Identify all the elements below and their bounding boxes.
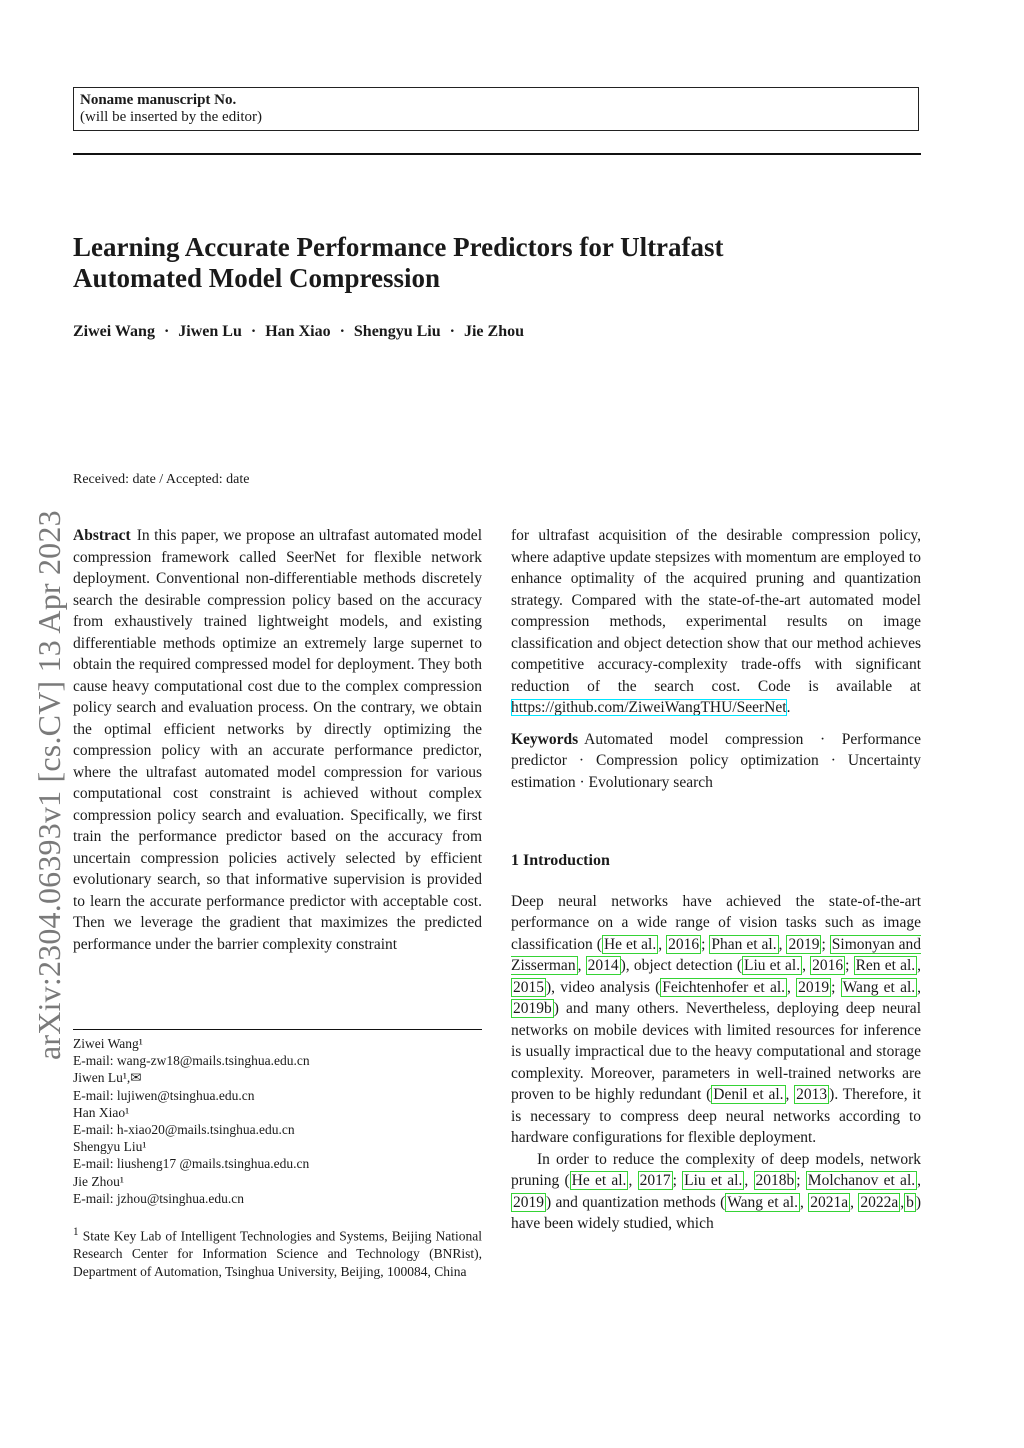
footnote-line: Han Xiao¹ [73,1104,130,1120]
citation-link[interactable]: Wang et al. [727,1193,798,1211]
citation-year-link[interactable]: 2016 [668,935,700,953]
footnote-line: Jiwen Lu¹,✉ [73,1070,142,1086]
citation-link[interactable]: Molchanov et al. [807,1172,916,1189]
keywords-text: Automated model compression · Performance predictor · Compression policy optimization · Uncertainty estimation · Evolutionary search [511,730,921,791]
abstract-text-continued: for ultrafast acquisition of the desirable compression policy, where adaptive update stepsizes with momentum are employed to enhance optimality of the acquired pruning and quantization strategy. Compared with the state-of-the-art automated model compression methods, experimental results on image classification and object detection show that our method achieves competitive accuracy-complexity trade-offs with significant reduction of the search cost. Code is available at [511,527,921,695]
citation-link[interactable]: He et al. [571,1172,627,1189]
citation-year-link[interactable]: 2022a [860,1193,899,1211]
citation-link[interactable]: Feichtenhofer et al. [662,978,786,996]
author-separator: · [163,323,170,340]
intro-text: ), video analysis ( [546,978,661,996]
keywords-label: Keywords [511,730,579,748]
editor-note: (will be inserted by the editor) [80,109,263,125]
citation-year-link[interactable]: 2014 [587,957,619,974]
citation-year-link[interactable]: 2017 [639,1172,671,1189]
intro-paragraph-2: In order to reduce the complexity of deep models, network pruning ( He et al. , 2017 ; Liu et al. , 2018b ; Molchanov et al. , 2019 ) and quantization methods ( Wang et al. , 2021a , 2022a , b ) have been widely studied, which [511,1150,922,1232]
title-line-2: Automated Model Compression [73,263,440,293]
footnote-line: E-mail: wang-zw18@mails.tsinghua.edu.cn [73,1053,310,1069]
abstract-continuation [511,525,921,719]
citation-separator: ; [845,957,854,974]
author-footnote [73,1035,482,1207]
affiliation-note [73,1224,482,1280]
section-title: Introduction [523,852,610,869]
citation-link[interactable]: Ren et al. [855,957,916,974]
citation-separator: ; [796,1172,806,1189]
author-separator: · [449,323,455,340]
citation-separator: ; [672,1172,683,1189]
intro-text: ), object detection ( [620,957,742,974]
citation-link[interactable]: Simonyan and Zisserman [511,935,921,974]
citation-link[interactable]: Liu et al. [743,957,801,974]
citation-year-link[interactable]: 2019b [513,1000,552,1017]
manuscript-label: Noname manuscript No. [80,92,237,108]
section-heading [511,850,921,872]
affiliation-text: State Key Lab of Intelligent Technologies and Systems, Beijing National Research Center for Information Science and Technology (BNRist), Department of Automation, Tsinghua University, Beijing, 100084, China [73,1228,483,1279]
citation-year-link[interactable]: 2019 [798,978,830,996]
abstract-label: Abstract [73,527,131,544]
footnote-line: E-mail: h-xiao20@mails.tsinghua.edu.cn [73,1122,295,1138]
author-name: Jie Zhou [463,323,524,340]
intro-paragraph-1: Deep neural networks have achieved the state-of-the-art performance on a wide range of vision tasks such as image classification ( He et al. , 2016 ; Phan et al. , 2019 ; Simonyan and Zisserman , 2014 ), object detection ( Liu et al. , 2016 ; Ren et al. , 2015 ), video analysis ( Feichtenhofer et al. , 2019 ; Wang et al. , 2019b ) and many others. Nevertheless, deploying deep neural networks on mobile devices with limited resources for inference is usually impractical due to the heavy computational and storage complexity. Moreover, parameters in well-trained networks are proven to be highly redundant ( Denil et al. , 2013 ). Therefore, it is necessary to compress deep neural networks according to hardware configurations for flexible deployment. [511,892,922,1146]
citation-link[interactable]: Denil et al. [713,1086,784,1103]
section-number: 1 [511,852,519,869]
footnote-rule [73,1029,482,1030]
citation-year-link[interactable]: 2018b [755,1172,795,1189]
manuscript-header-box [73,87,919,131]
citation-year-link[interactable]: 2013 [796,1086,828,1103]
right-column [511,525,921,1235]
abstract-left-column [73,525,482,955]
citation-separator: ; [821,935,830,953]
paper-title [73,232,933,294]
citation-link[interactable]: Wang et al. [842,978,916,996]
abstract-text: In this paper, we propose an ultrafast automated model compression framework called SeerNet for flexible network deployment. Conventional non-differentiable methods discretely search the desirable compression policy based on the accuracy from exhaustively trained lightweight models, and existing differentiable methods optimize an extremely large supernet to obtain the required compressed model for deployment. They both cause heavy computational cost due to the complex compression policy search and evaluation process. On the contrary, we obtain the optimal efficient networks by directly optimizing the compression policy with an accurate performance predictor, where the ultrafast automated model compression for various computational cost constraint is achieved without complex compression policy search and evaluation. Specifically, we first train the performance predictor based on the accuracy from uncertain compression policies actively selected by efficient evolutionary search, so that informative supervision is provided to learn the accurate performance predictor with acceptable cost. Then we leverage the gradient that maximizes the predicted performance under the barrier complexity constraint [73,527,482,953]
footnote-line: Jie Zhou¹ [73,1173,124,1189]
keywords-paragraph [511,729,921,794]
url-period: . [786,699,791,716]
citation-year-link[interactable]: 2021a [810,1193,849,1211]
citation-year-link[interactable]: 2015 [513,978,544,996]
citation-link[interactable]: Liu et al. [684,1172,743,1189]
intro-text: Deep neural networks have achieved the state-of-the-art performance on a wide range of vision tasks such as image classification ( [511,892,921,953]
footnote-line: E-mail: liusheng17 @mails.tsinghua.edu.cn [73,1156,310,1172]
author-name: Jiwen Lu [178,323,242,340]
footnote-line: E-mail: jzhou@tsinghua.edu.cn [73,1190,245,1206]
header-rule [73,153,921,155]
citation-year-link[interactable]: b [906,1193,914,1211]
citation-link[interactable]: He et al. [603,935,657,953]
author-separator: · [250,323,257,340]
intro-text: In order to reduce the complexity of deep models, network pruning ( [511,1150,921,1189]
author-name: Shengyu Liu [353,323,441,340]
footnote-line: E-mail: lujiwen@tsinghua.edu.cn [73,1087,255,1103]
citation-year-link[interactable]: 2019 [513,1193,544,1211]
code-url-link[interactable]: https://github.com/ZiweiWangTHU/SeerNet [511,699,787,716]
footnote-line: Ziwei Wang¹ [73,1036,143,1051]
author-name: Han Xiao [265,323,331,340]
author-list [73,322,933,342]
author-separator: · [339,323,345,340]
citation-separator: ; [701,935,710,953]
abstract-paragraph [73,525,482,955]
intro-text: ) and many others. Nevertheless, deploying deep neural networks on mobile devices with limited resources for inference is usually impractical due to the heavy computational and storage complexity. Moreover, parameters in well-trained networks are proven to be highly redundant ( [511,1000,921,1103]
author-name: Ziwei Wang [73,323,155,340]
citation-year-link[interactable]: 2016 [812,957,844,974]
arxiv-identifier: arXiv:2304.06393v1 [cs.CV] 13 Apr 2023 [31,510,67,1060]
citation-separator: ; [831,978,841,996]
citation-year-link[interactable]: 2019 [788,935,820,953]
title-line-1: Learning Accurate Performance Predictors for Ultrafast [73,232,724,262]
received-date: Received: date / Accepted: date [73,472,250,487]
citation-link[interactable]: Phan et al. [711,935,777,953]
affiliation-mark: 1 [73,1226,79,1238]
intro-text: ) and quantization methods ( [546,1193,726,1211]
intro-text: ). Therefore, it is necessary to compress deep neural networks according to hardware configurations for flexible deployment. [511,1086,922,1146]
intro-text: ) have been widely studied, which [511,1193,922,1232]
footnote-line: Shengyu Liu¹ [73,1139,147,1155]
